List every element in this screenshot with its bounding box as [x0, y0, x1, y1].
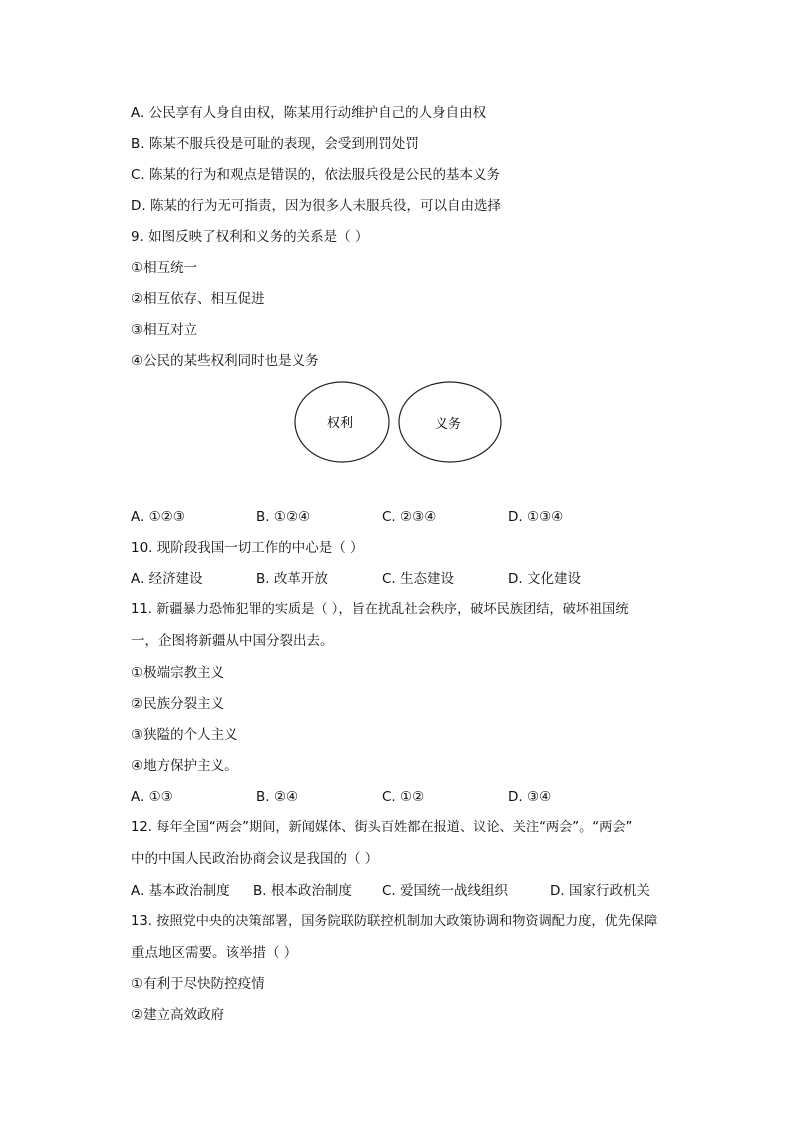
q8-option-c: C. 陈某的行为和观点是错误的，依法服兵役是公民的基本义务	[131, 167, 501, 183]
q9-item-2: ②相互依存、相互促进	[131, 291, 265, 307]
q9-option-c: C. ②③④	[382, 509, 437, 525]
q13-stem-line2: 重点地区需要。该举措（ ）	[131, 945, 298, 961]
q13-stem-line1: 13. 按照党中央的决策部署，国务院联防联控机制加大政策协调和物资调配力度，优先保障	[131, 914, 658, 929]
q9-stem: 9. 如图反映了权利和义务的关系是（ ）	[131, 229, 369, 245]
q9-option-a: A. ①②③	[131, 509, 185, 525]
q8-option-d: D. 陈某的行为无可指责，因为很多人未服兵役，可以自由选择	[131, 198, 501, 214]
q12-stem-line1: 12. 每年全国“两会”期间，新闻媒体、街头百姓都在报道、议论、关注“两会”。“两会”	[131, 820, 633, 835]
venn-left-label: 权利	[327, 416, 354, 431]
q10-stem: 10. 现阶段我国一切工作的中心是（ ）	[131, 540, 364, 556]
q12-option-b: B. 根本政治制度	[253, 883, 352, 899]
venn-right-label: 义务	[435, 417, 462, 432]
q12-option-d: D. 国家行政机关	[550, 883, 650, 899]
q10-option-d: D. 文化建设	[508, 571, 581, 587]
q11-stem-line2: 一，企图将新疆从中国分裂出去。	[131, 633, 334, 649]
q11-item-4: ④地方保护主义。	[131, 758, 238, 774]
q11-option-a: A. ①③	[131, 789, 173, 805]
q11-stem-line1: 11. 新疆暴力恐怖犯罪的实质是（ ），旨在扰乱社会秩序，破坏民族团结，破坏祖国统	[131, 602, 629, 617]
q12-stem-line2: 中的中国人民政治协商会议是我国的（ ）	[131, 851, 379, 867]
q8-option-b: B. 陈某不服兵役是可耻的表现，会受到刑罚处罚	[131, 136, 419, 152]
q11-option-c: C. ①②	[382, 789, 425, 805]
q12-option-c: C. 爱国统一战线组织	[382, 883, 509, 899]
q9-item-4: ④公民的某些权利同时也是义务	[131, 353, 319, 369]
q11-option-d: D. ③④	[508, 789, 552, 805]
q11-item-1: ①极端宗教主义	[131, 665, 225, 681]
q11-item-2: ②民族分裂主义	[131, 696, 225, 712]
q8-option-a: A. 公民享有人身自由权，陈某用行动维护自己的人身自由权	[131, 105, 487, 121]
q12-option-a: A. 基本政治制度	[131, 883, 230, 899]
q9-item-3: ③相互对立	[131, 322, 198, 338]
q10-option-a: A. 经济建设	[131, 571, 203, 587]
q10-option-c: C. 生态建设	[382, 571, 455, 587]
q13-item-2: ②建立高效政府	[131, 1007, 225, 1023]
venn-diagram	[290, 375, 505, 470]
q9-item-1: ①相互统一	[131, 260, 198, 276]
q9-option-d: D. ①③④	[508, 509, 564, 525]
q10-option-b: B. 改革开放	[256, 571, 328, 587]
q13-item-1: ①有利于尽快防控疫情	[131, 976, 265, 992]
q9-option-b: B. ①②④	[256, 509, 311, 525]
q11-item-3: ③狭隘的个人主义	[131, 727, 238, 743]
q11-option-b: B. ②④	[256, 789, 299, 805]
